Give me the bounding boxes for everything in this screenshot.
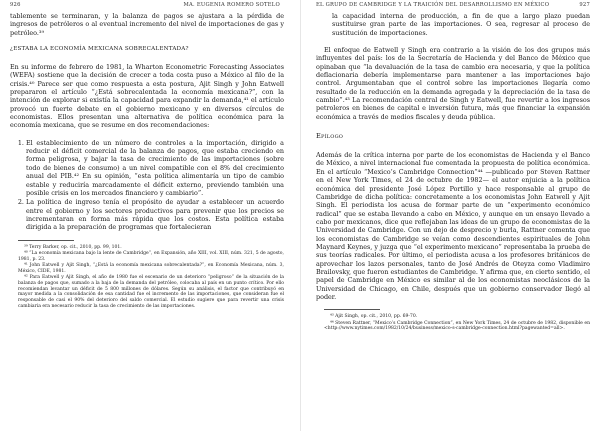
left-running-title: MA. EUGENIA ROMERO SOTELO	[183, 2, 280, 8]
right-paragraph-1: El enfoque de Eatwell y Singh era contrario a la visión de los dos grupos más influyentes del país: los de la Secretaría de Hacienda y del Banco de México que opinaban que “la devaluación de la tasa de cambio era necesaria, y que la política deflacionaria debería implementarse para mantener a las importaciones bajo control. Argumentaban que el control sobre las importaciones llegaría como resultado de la reducción en la demanda agregada y la depreciación de la tasa de cambio”.⁴³ La recomendación central de Singh y Eatwell, fue revertir a los ingresos petroleros en bienes de capital e inversión futura, más que financiar la expansión económica a través de medios fiscales y deuda pública.	[316, 46, 590, 121]
recommendation-item: 2. La política de ingreso tenía el propósito de ayudar a establecer un acuerdo entre el gobierno y los sectores productivos para prevenir que los precios se incrementaran en forma más rápida que los costos. Esta política estaba dirigida a la preparación de programas que fortalecieran	[26, 198, 284, 231]
recommendation-item: 1. El establecimiento de un número de controles a la importación, dirigido a reducir el déficit comercial de la balanza de pagos, que estaba creciendo en forma peligrosa, y bajar la tasa de crecimiento de las importaciones (sobre todo de bienes de consumo) a un nivel compatible con el 8% del crecimiento anual del PIB.⁴² En su opinión, “esta política alimentaría un tipo de cambio estable y reduciría marcadamente el déficit externo, previendo también una posible crisis en los mercados financiero y cambiario”.	[26, 139, 284, 197]
footnote-41: ⁴¹ John Eatwell y Ajit Singh, “¿Está la economía mexicana sobrecalentada?”, en Economía Mexicana, núm. 3, México, CIDE, 1981.	[18, 263, 284, 274]
right-page-number: 927	[579, 2, 590, 8]
left-footnote-rule	[18, 240, 74, 241]
left-continuation-text: tablemente se terminaran, y la balanza de pagos se ajustara a la pérdida de ingresos de petróleros o al eventual incremento del nivel de importaciones de gas y petróleo.³⁹	[10, 12, 284, 37]
footnote-39: ³⁹ Terry Barker, op. cit., 2010, pp. 99, 101.	[24, 244, 122, 250]
right-running-title: EL GRUPO DE CAMBRIDGE Y LA TRAICIÓN DEL DESARROLLISMO EN MÉXICO	[316, 2, 550, 8]
section-heading-epilogue: Epílogo	[316, 132, 344, 141]
page-gutter	[300, 0, 301, 431]
left-body	[10, 12, 284, 232]
left-running-header	[10, 2, 284, 12]
footnote-40: ⁴⁰ “La economía mexicana bajo la lente de Cambridge”, en Expansión, año XIII, vol. XIII, núm. 321, 5 de agosto, 1981, p. 23.	[18, 250, 284, 262]
left-page-number: 926	[10, 2, 21, 8]
left-paragraph-1: En su informe de febrero de 1981, la Wharton Econometric Forecasting Associates (WEFA) sostiene que la decisión de crecer a toda costa puso a México al filo de la crisis.⁴⁰ Parece ser que como respuesta a esta postura, Ajit Singh y John Eatwell prepararon el artículo “¿Está sobrecalentada la economía mexicana?”, con la intención de explorar si existía la capacidad para expandir la demanda,⁴¹ el artículo provocó un fuerte debate en el gobierno mexicano y en diversos círculos de economistas. Ellos presentan una alternativa de política económica para la economía mexicana, que se resume en dos recomendaciones:	[10, 63, 284, 130]
right-continuation-text: la capacidad interna de producción, a fin de que a largo plazo puedan sustituirse gran parte de las importaciones. O sea, regresar al proceso de sustitución de importaciones.	[332, 12, 590, 37]
footnote-42: ⁴² Para Eatwell y Ajit Singh, el año de 1980 fue el escenario de un deterioro “peligroso” de la situación de la balanza de pagos que, sumado a la baja de la demanda del petróleo, colocaba al país en un punto crítico. Por ello recomiendan levantar un déficit de 5 800 millones de dólares. Según su análisis, el factor que contribuyó en mayor medida a la consolidación de esa cantidad fue el incremento de las importaciones, que consideran fue el responsable de casi el 90% del deterioro del saldo comercial. El estudio sugiere que para revertir una crisis cambiaria era necesario reducir la tasa de crecimiento de las importaciones.	[18, 275, 284, 309]
right-paragraph-2: Además de la crítica interna por parte de los economistas de Hacienda y el Banco de México, a nivel internacional fue comentada la propuesta de política económica. En el artículo “Mexico’s Cambridge Connection”⁴⁴ —publicado por Steven Rattner en el New York Times, el 24 de octubre de 1982— el autor enjuicia a la política económica del presidente José López Portillo y hace responsable al grupo de Cambridge de dicha política: concretamente a los economistas John Eatwell y Ajit Singh. El periodista los acusa de formar parte de un “experimento económico radical” que se estaba llevando a cabo en México, y aunque en un ensayo llevado a cabo por mexicanos, dice que reflejaban las ideas de un grupo de economistas de la Universidad de Cambridge. Con un dejo de desprecio y burla, Rattner comenta que los economistas de Cambridge se veían como descendientes espirituales de John Maynard Keynes, y juzga que “el experimento mexicano” representaba la prueba de sus teorías radicales. Por último, el periodista acusa a los profesores británicos de aprovechar los lazos personales, tanto de José Andrés de Oteyza como Vladimiro Brailovsky, que fueron estudiantes de Cambridge. Y afirma que, en cierto sentido, el papel de Cambridge en México es similar al de los economistas neoclásicos de la Universidad de Chicago, en Chile, después que un gobierno conservador llegó al poder.	[316, 151, 590, 301]
right-footnotes	[324, 314, 590, 332]
left-page	[10, 0, 284, 431]
right-body	[316, 12, 590, 301]
footnote-43: ⁴³ Ajit Singh, op. cit., 2010, pp. 69-70.	[330, 314, 418, 320]
right-page	[316, 0, 590, 431]
right-footnote-rule	[324, 309, 380, 310]
section-heading-overheated: ¿ESTABA LA ECONOMÍA MEXICANA SOBRECALENTADA?	[10, 46, 189, 53]
recommendations-list	[10, 139, 284, 232]
right-running-header	[316, 2, 590, 12]
footnote-44: ⁴⁴ Steven Rattner, “Mexico’s Cambridge Connection”, en New York Times, 24 de octubre de 1982, disponible en <http://www.nytimes.com/1982/10/24/business/mexico-s-cambridge-connection.html?pagewanted=all>.	[324, 320, 590, 332]
left-footnotes	[18, 245, 284, 310]
